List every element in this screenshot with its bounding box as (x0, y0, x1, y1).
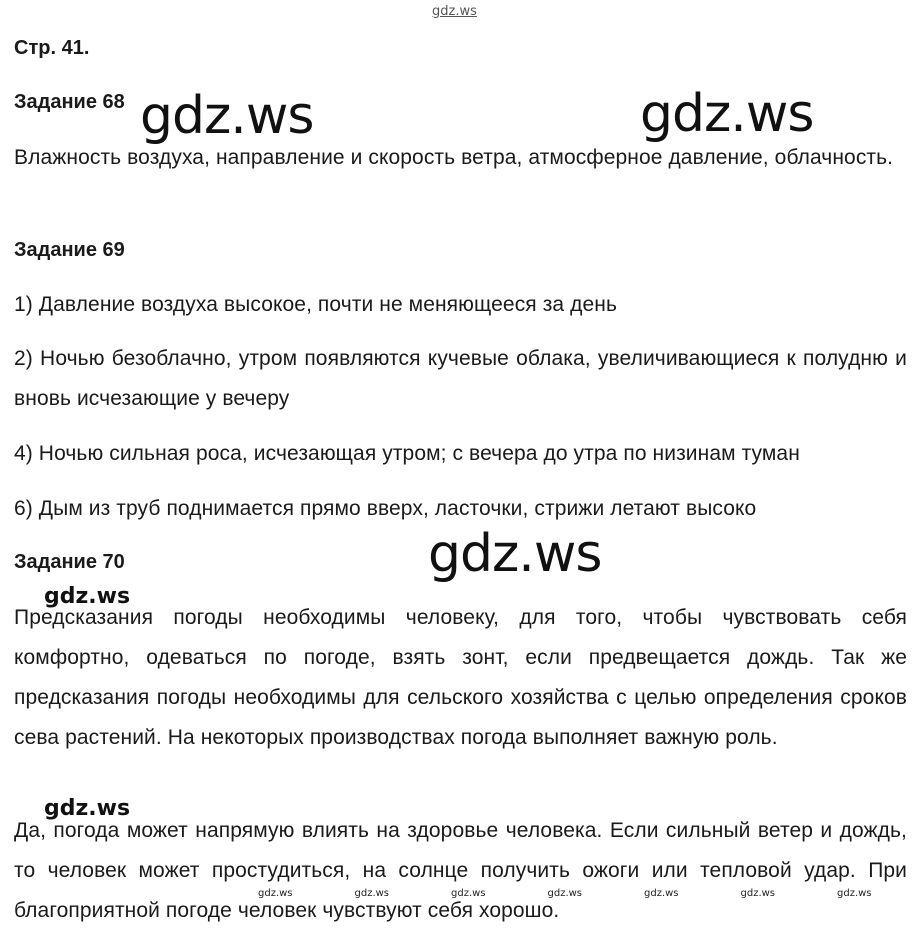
watermark-small: gdz.ws (740, 888, 776, 899)
task-68-answer: Влажность воздуха, направление и скорость ветра, атмосферное давление, облачность. (14, 146, 894, 169)
task-69-item-1: 1) Давление воздуха высокое, почти не меняющееся за день (14, 293, 618, 316)
task-70-paragraph-2: Да, погода может напрямую влиять на здоровье человека. Если сильный ветер и дождь, то человек может простудиться, на солнце получить ожоги или тепловой удар. При благоприятной погоде человек чувствуют себя хорошо. (14, 819, 907, 922)
page-reference: Стр. 41. (14, 37, 90, 59)
watermark-large: gdz.ws (140, 86, 314, 146)
watermark-small: gdz.ws (451, 888, 486, 899)
task-69-item-4: 4) Ночью сильная роса, исчезающая утром; с вечера до утра по низинам туман (14, 442, 800, 465)
task-70-heading: Задание 70 (14, 551, 125, 573)
watermark-small-row (258, 888, 917, 900)
task-69-heading: Задание 69 (14, 239, 125, 261)
task-70-paragraph-1: Предсказания погоды необходимы человеку, для того, чтобы чувствовать себя комфортно, одеваться по погоде, взять зонт, если предвещается дождь. Так же предсказания погоды необходимы для сельского хозяйства с целью определения сроков сева растений. На некоторых производствах погода выполняет важную роль. (14, 606, 907, 749)
watermark-small: gdz.ws (547, 888, 583, 899)
task-68-heading: Задание 68 (14, 91, 125, 113)
task-69-item-6: 6) Дым из труб поднимается прямо вверх, ласточки, стрижи летают высоко (14, 497, 757, 520)
watermark-small: gdz.ws (258, 888, 293, 899)
watermark-medium: gdz.ws (44, 584, 131, 609)
watermark-large: gdz.ws (428, 524, 602, 584)
watermark-top: gdz.ws (432, 4, 477, 19)
watermark-small: gdz.ws (644, 888, 679, 899)
watermark-small: gdz.ws (354, 888, 390, 899)
watermark-small: gdz.ws (837, 888, 872, 899)
watermark-medium: gdz.ws (44, 796, 131, 821)
task-69-item-2: 2) Ночью безоблачно, утром появляются кучевые облака, увеличивающиеся к полудню и вновь исчезающие у вечеру (14, 347, 907, 410)
watermark-large: gdz.ws (640, 84, 814, 144)
